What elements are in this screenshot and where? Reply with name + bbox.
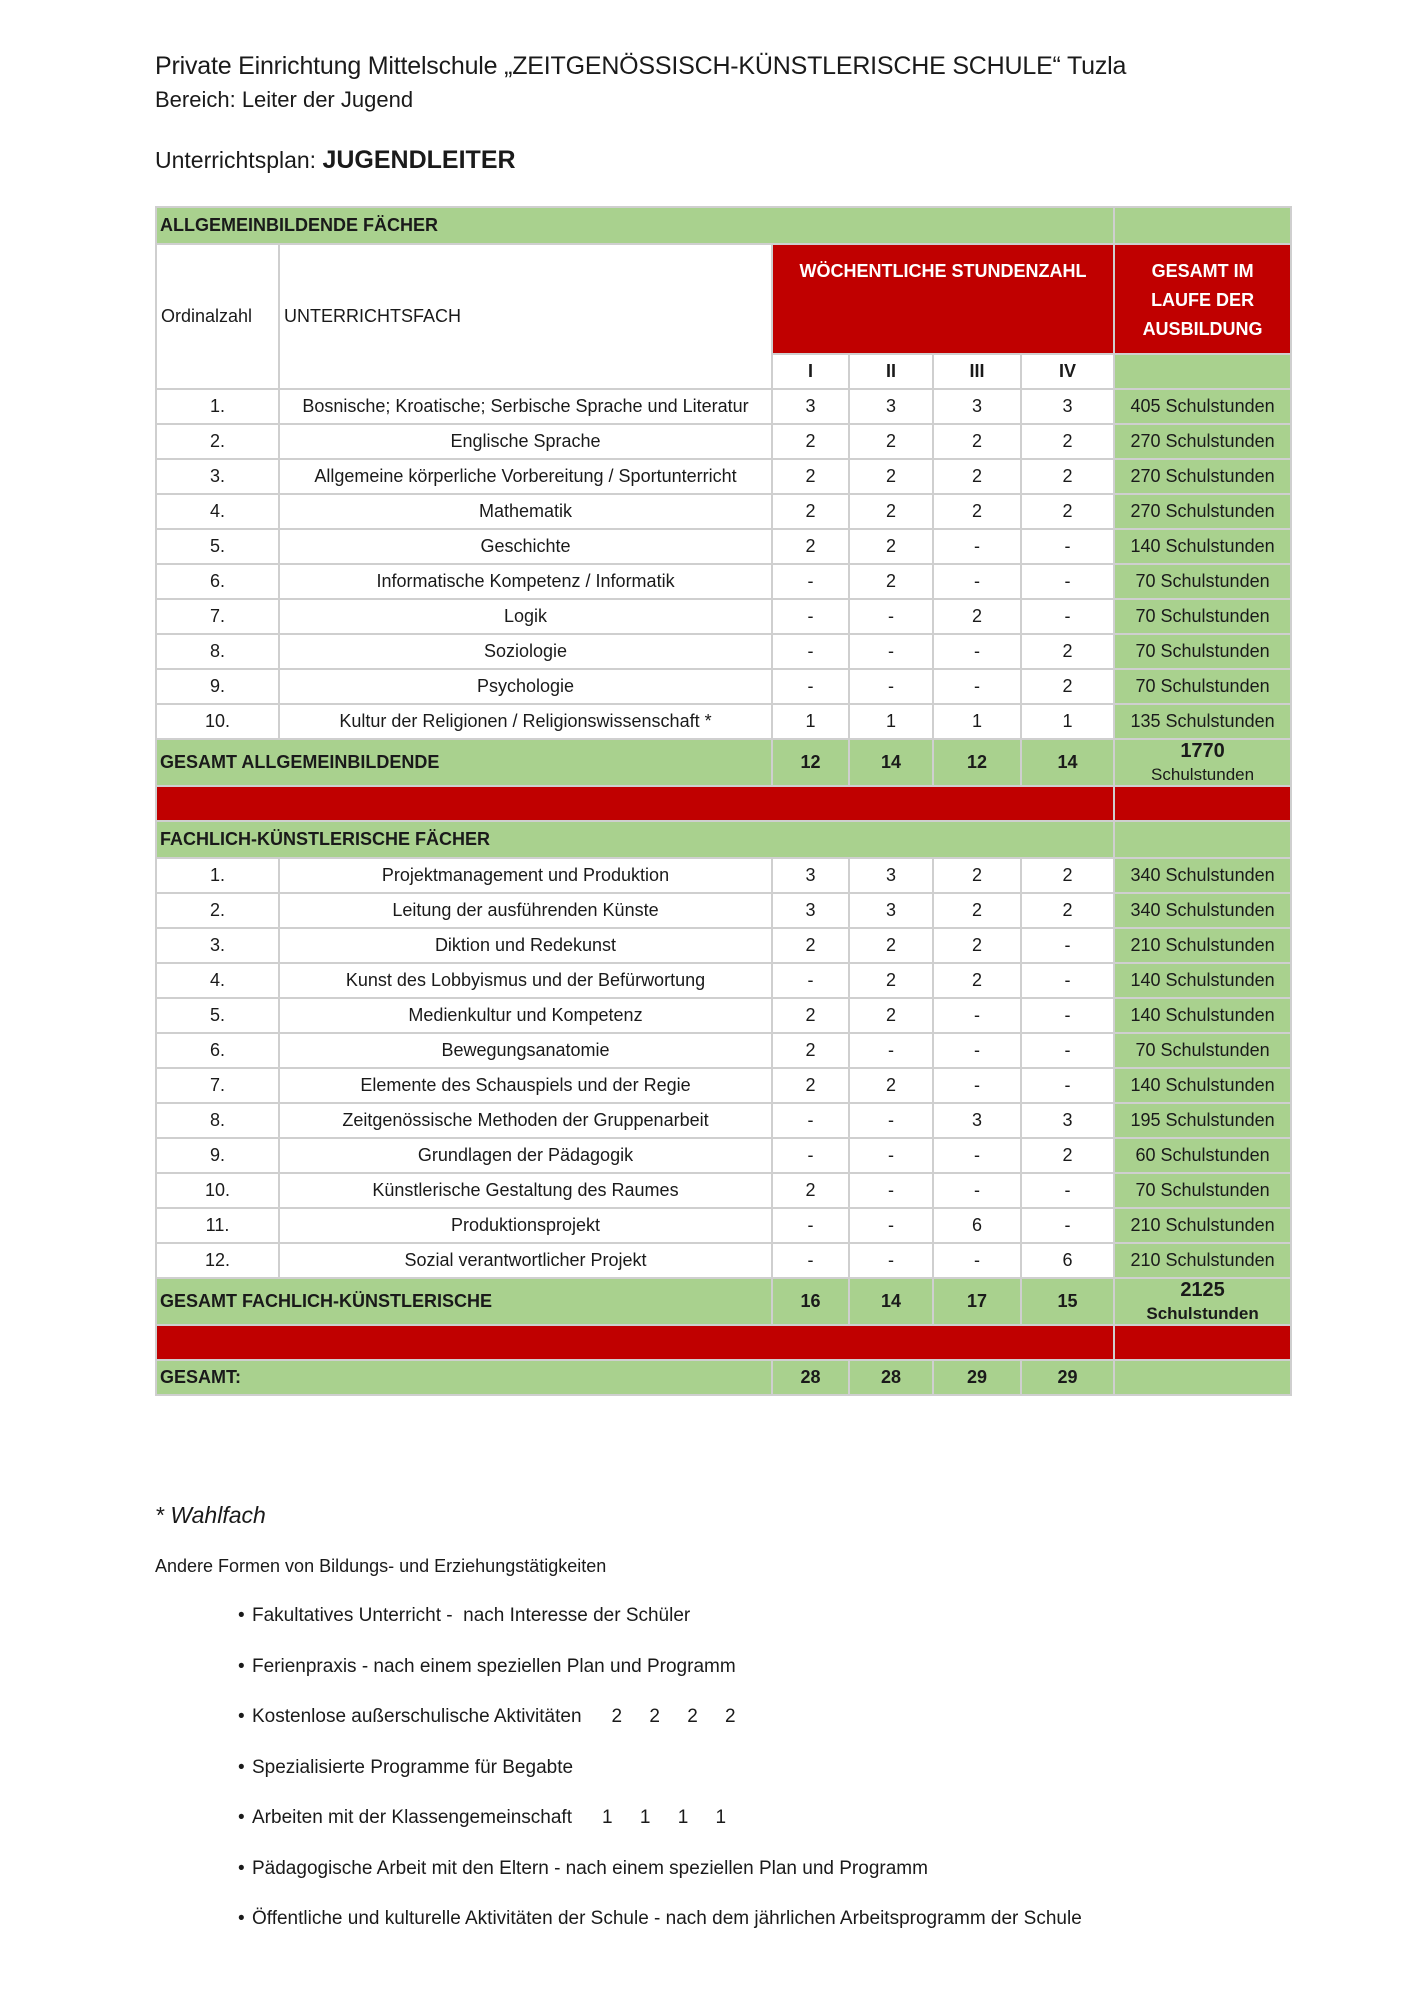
sum-row-artistic [156, 1278, 1291, 1325]
year-header-total-empty [1114, 354, 1291, 389]
sum-total-value: 1770 [1180, 740, 1225, 762]
other-activity-item [238, 1908, 1082, 1959]
subject-cell: Soziologie [279, 634, 772, 669]
hours-year-4: - [1021, 599, 1114, 634]
ordinal-cell: 6. [156, 1033, 279, 1068]
ordinal-cell: 2. [156, 893, 279, 928]
hours-year-3: 2 [933, 858, 1021, 893]
hours-year-1: - [772, 669, 849, 704]
hours-year-1: - [772, 1138, 849, 1173]
hours-year-4: - [1021, 529, 1114, 564]
grand-total-label: GESAMT: [156, 1360, 772, 1395]
table-row [156, 529, 1291, 564]
sum-total-cell [1114, 1278, 1291, 1325]
sum-year-1: 12 [772, 739, 849, 786]
hours-year-3: 2 [933, 893, 1021, 928]
subject-cell: Informatische Kompetenz / Informatik [279, 564, 772, 599]
hours-year-2: - [849, 1173, 933, 1208]
subject-cell: Produktionsprojekt [279, 1208, 772, 1243]
total-hours-cell: 70 Schulstunden [1114, 599, 1291, 634]
other-activities-list [238, 1605, 1082, 1959]
hours-year-2: - [849, 1103, 933, 1138]
table-row [156, 1243, 1291, 1278]
bullet-icon: • [238, 1655, 245, 1677]
grand-total-year-2: 28 [849, 1360, 933, 1395]
sum-label: GESAMT FACHLICH-KÜNSTLERISCHE [156, 1278, 772, 1325]
grand-total-empty [1114, 1360, 1291, 1395]
ordinal-cell: 9. [156, 669, 279, 704]
other-activity-item [238, 1757, 1082, 1808]
hours-year-3: 1 [933, 704, 1021, 739]
sum-year-4: 14 [1021, 739, 1114, 786]
bullet-icon: • [238, 1605, 245, 1626]
plan-name: JUGENDLEITER [322, 146, 516, 174]
hours-year-4: - [1021, 1033, 1114, 1068]
hours-year-1: 2 [772, 1033, 849, 1068]
hours-year-4: - [1021, 564, 1114, 599]
separator-cell [156, 1325, 1114, 1360]
total-hours-cell: 405 Schulstunden [1114, 389, 1291, 424]
other-activity-hours: 1 1 1 1 [602, 1807, 727, 1828]
hours-year-4: 2 [1021, 459, 1114, 494]
hours-year-1: - [772, 1243, 849, 1278]
hours-year-2: 2 [849, 928, 933, 963]
bullet-icon: • [238, 1807, 245, 1828]
ordinal-cell: 1. [156, 858, 279, 893]
curriculum-table-body [156, 207, 1291, 1395]
section-title-general: ALLGEMEINBILDENDE FÄCHER [156, 207, 1114, 244]
subject-cell: Bewegungsanatomie [279, 1033, 772, 1068]
table-row [156, 1173, 1291, 1208]
total-hours-cell: 270 Schulstunden [1114, 494, 1291, 529]
hours-year-3: - [933, 1068, 1021, 1103]
hours-year-4: 2 [1021, 893, 1114, 928]
section-separator [156, 1325, 1291, 1360]
hours-year-4: 6 [1021, 1243, 1114, 1278]
hours-year-3: - [933, 1173, 1021, 1208]
hours-year-1: 2 [772, 998, 849, 1033]
sum-year-3: 12 [933, 739, 1021, 786]
subject-cell: Künstlerische Gestaltung des Raumes [279, 1173, 772, 1208]
grand-total-year-3: 29 [933, 1360, 1021, 1395]
other-activity-item [238, 1656, 1082, 1707]
total-hours-cell: 270 Schulstunden [1114, 424, 1291, 459]
hours-year-4: 2 [1021, 494, 1114, 529]
table-row [156, 389, 1291, 424]
subject-cell: Allgemeine körperliche Vorbereitung / Sportunterricht [279, 459, 772, 494]
hours-year-2: - [849, 634, 933, 669]
hours-year-2: 1 [849, 704, 933, 739]
bullet-icon: • [238, 1857, 245, 1879]
total-hours-cell: 70 Schulstunden [1114, 564, 1291, 599]
ordinal-cell: 3. [156, 459, 279, 494]
separator-cell-total [1114, 786, 1291, 821]
column-header-ordinal: Ordinalzahl [156, 244, 279, 389]
subject-cell: Diktion und Redekunst [279, 928, 772, 963]
field-label: Bereich: Leiter der Jugend [155, 87, 414, 112]
plan-title [155, 146, 516, 175]
hours-year-2: 3 [849, 893, 933, 928]
sum-total-unit: Schulstunden [1151, 765, 1255, 784]
hours-year-2: - [849, 1208, 933, 1243]
subject-cell: Projektmanagement und Produktion [279, 858, 772, 893]
total-hours-cell: 210 Schulstunden [1114, 1208, 1291, 1243]
subject-cell: Kultur der Religionen / Religionswissenschaft * [279, 704, 772, 739]
total-hours-cell: 340 Schulstunden [1114, 893, 1291, 928]
table-row [156, 1033, 1291, 1068]
hours-year-1: 3 [772, 389, 849, 424]
total-hours-cell: 70 Schulstunden [1114, 1173, 1291, 1208]
total-hours-cell: 270 Schulstunden [1114, 459, 1291, 494]
table-row [156, 564, 1291, 599]
total-hours-cell: 340 Schulstunden [1114, 858, 1291, 893]
hours-year-1: - [772, 634, 849, 669]
hours-year-4: - [1021, 1173, 1114, 1208]
other-activity-item [238, 1858, 1082, 1909]
sum-label: GESAMT ALLGEMEINBILDENDE [156, 739, 772, 786]
hours-year-1: 2 [772, 424, 849, 459]
year-header-3: III [933, 354, 1021, 389]
other-activity-text: Pädagogische Arbeit mit den Eltern - nach einem speziellen Plan und Programm [252, 1857, 928, 1879]
bullet-icon: • [238, 1706, 245, 1727]
sum-total-value: 2125 [1180, 1279, 1225, 1301]
other-activity-text: Fakultatives Unterricht - nach Interesse der Schüler [252, 1605, 691, 1626]
hours-year-1: - [772, 599, 849, 634]
total-hours-cell: 140 Schulstunden [1114, 529, 1291, 564]
total-hours-cell: 210 Schulstunden [1114, 1243, 1291, 1278]
hours-year-1: 3 [772, 858, 849, 893]
curriculum-table [155, 206, 1292, 1396]
other-activity-text: Kostenlose außerschulische Aktivitäten [252, 1706, 582, 1727]
sum-total-unit: Schulstunden [1146, 1304, 1259, 1323]
hours-year-3: 2 [933, 494, 1021, 529]
subject-cell: Grundlagen der Pädagogik [279, 1138, 772, 1173]
column-header-subject: UNTERRICHTSFACH [279, 244, 772, 389]
year-header-4: IV [1021, 354, 1114, 389]
subject-cell: Englische Sprache [279, 424, 772, 459]
hours-year-4: 2 [1021, 634, 1114, 669]
ordinal-cell: 12. [156, 1243, 279, 1278]
hours-year-2: 3 [849, 858, 933, 893]
sum-year-2: 14 [849, 1278, 933, 1325]
sum-year-1: 16 [772, 1278, 849, 1325]
sum-year-4: 15 [1021, 1278, 1114, 1325]
hours-year-2: - [849, 599, 933, 634]
other-activity-text: Ferienpraxis - nach einem speziellen Plan und Programm [252, 1655, 736, 1677]
hours-year-1: - [772, 1103, 849, 1138]
subject-cell: Bosnische; Kroatische; Serbische Sprache und Literatur [279, 389, 772, 424]
hours-year-2: - [849, 1138, 933, 1173]
ordinal-cell: 3. [156, 928, 279, 963]
hours-year-3: 3 [933, 1103, 1021, 1138]
other-activity-hours: 2 2 2 2 [611, 1706, 736, 1727]
sum-row-general [156, 739, 1291, 786]
other-activity-text: Arbeiten mit der Klassengemeinschaft [252, 1807, 572, 1828]
hours-year-2: 2 [849, 529, 933, 564]
hours-year-2: 2 [849, 963, 933, 998]
hours-year-3: - [933, 1243, 1021, 1278]
column-header-weekly-hours: WÖCHENTLICHE STUNDENZAHL [772, 244, 1114, 354]
ordinal-cell: 9. [156, 1138, 279, 1173]
table-row [156, 704, 1291, 739]
table-row [156, 1068, 1291, 1103]
table-row [156, 459, 1291, 494]
hours-year-2: - [849, 1033, 933, 1068]
table-row [156, 1208, 1291, 1243]
hours-year-2: 2 [849, 564, 933, 599]
hours-year-2: 2 [849, 424, 933, 459]
section-separator [156, 786, 1291, 821]
hours-year-1: 1 [772, 704, 849, 739]
ordinal-cell: 5. [156, 998, 279, 1033]
hours-year-3: 3 [933, 389, 1021, 424]
ordinal-cell: 4. [156, 494, 279, 529]
section-title-cell-empty [1114, 821, 1291, 858]
ordinal-cell: 8. [156, 634, 279, 669]
hours-year-3: - [933, 1138, 1021, 1173]
hours-year-4: 3 [1021, 389, 1114, 424]
hours-year-1: - [772, 564, 849, 599]
hours-year-4: 2 [1021, 424, 1114, 459]
hours-year-3: - [933, 1033, 1021, 1068]
hours-year-2: 2 [849, 459, 933, 494]
ordinal-cell: 6. [156, 564, 279, 599]
total-hours-cell: 70 Schulstunden [1114, 1033, 1291, 1068]
subject-cell: Leitung der ausführenden Künste [279, 893, 772, 928]
other-activity-text: Öffentliche und kulturelle Aktivitäten der Schule - nach dem jährlichen Arbeitsprogramm der Schule [252, 1908, 1082, 1929]
bullet-icon: • [238, 1908, 245, 1929]
table-row [156, 634, 1291, 669]
other-activity-item [238, 1706, 1082, 1757]
hours-year-4: - [1021, 963, 1114, 998]
ordinal-cell: 10. [156, 704, 279, 739]
table-row [156, 1103, 1291, 1138]
hours-year-3: - [933, 564, 1021, 599]
total-hours-cell: 135 Schulstunden [1114, 704, 1291, 739]
section-title-artistic: FACHLICH-KÜNSTLERISCHE FÄCHER [156, 821, 1114, 858]
hours-year-2: 2 [849, 1068, 933, 1103]
table-row [156, 669, 1291, 704]
table-row [156, 494, 1291, 529]
hours-year-2: - [849, 669, 933, 704]
hours-year-3: 2 [933, 963, 1021, 998]
section-title-cell-empty [1114, 207, 1291, 244]
hours-year-1: 2 [772, 928, 849, 963]
sum-year-3: 17 [933, 1278, 1021, 1325]
other-activity-item [238, 1605, 1082, 1656]
table-row [156, 928, 1291, 963]
total-hours-cell: 70 Schulstunden [1114, 669, 1291, 704]
ordinal-cell: 7. [156, 1068, 279, 1103]
subject-cell: Psychologie [279, 669, 772, 704]
hours-year-1: 2 [772, 1068, 849, 1103]
hours-year-3: 2 [933, 928, 1021, 963]
table-row [156, 963, 1291, 998]
separator-cell-total [1114, 1325, 1291, 1360]
table-row [156, 1138, 1291, 1173]
table-row [156, 893, 1291, 928]
sum-total-cell [1114, 739, 1291, 786]
hours-year-1: 2 [772, 494, 849, 529]
bullet-icon: • [238, 1756, 245, 1778]
table-row [156, 424, 1291, 459]
total-hours-cell: 70 Schulstunden [1114, 634, 1291, 669]
subject-cell: Geschichte [279, 529, 772, 564]
ordinal-cell: 11. [156, 1208, 279, 1243]
column-header-total: GESAMT IM LAUFE DER AUSBILDUNG [1114, 244, 1291, 354]
hours-year-4: 3 [1021, 1103, 1114, 1138]
total-hours-cell: 140 Schulstunden [1114, 1068, 1291, 1103]
section-header-artistic [156, 821, 1291, 858]
hours-year-1: 2 [772, 459, 849, 494]
other-activity-text: Spezialisierte Programme für Begabte [252, 1756, 574, 1778]
subject-cell: Sozial verantwortlicher Projekt [279, 1243, 772, 1278]
plan-label: Unterrichtsplan: [155, 147, 323, 173]
ordinal-cell: 10. [156, 1173, 279, 1208]
table-row [156, 599, 1291, 634]
hours-year-3: - [933, 998, 1021, 1033]
hours-year-3: 6 [933, 1208, 1021, 1243]
hours-year-3: - [933, 634, 1021, 669]
ordinal-cell: 7. [156, 599, 279, 634]
total-hours-cell: 140 Schulstunden [1114, 963, 1291, 998]
total-hours-cell: 210 Schulstunden [1114, 928, 1291, 963]
separator-cell [156, 786, 1114, 821]
total-hours-cell: 140 Schulstunden [1114, 998, 1291, 1033]
subject-cell: Zeitgenössische Methoden der Gruppenarbeit [279, 1103, 772, 1138]
ordinal-cell: 8. [156, 1103, 279, 1138]
table-row [156, 858, 1291, 893]
total-hours-cell: 60 Schulstunden [1114, 1138, 1291, 1173]
sum-year-2: 14 [849, 739, 933, 786]
hours-year-4: 2 [1021, 1138, 1114, 1173]
subject-cell: Mathematik [279, 494, 772, 529]
subject-cell: Logik [279, 599, 772, 634]
ordinal-cell: 4. [156, 963, 279, 998]
footnote-elective: * Wahlfach [155, 1502, 266, 1528]
hours-year-4: 2 [1021, 669, 1114, 704]
hours-year-3: 2 [933, 424, 1021, 459]
hours-year-4: - [1021, 1068, 1114, 1103]
hours-year-1: - [772, 963, 849, 998]
subject-cell: Elemente des Schauspiels und der Regie [279, 1068, 772, 1103]
table-row [156, 998, 1291, 1033]
hours-year-1: 3 [772, 893, 849, 928]
hours-year-3: - [933, 529, 1021, 564]
year-header-2: II [849, 354, 933, 389]
ordinal-cell: 1. [156, 389, 279, 424]
hours-year-3: 2 [933, 459, 1021, 494]
hours-year-4: 2 [1021, 858, 1114, 893]
grand-total-year-4: 29 [1021, 1360, 1114, 1395]
hours-year-2: 3 [849, 389, 933, 424]
hours-year-4: 1 [1021, 704, 1114, 739]
other-activities-title: Andere Formen von Bildungs- und Erziehungstätigkeiten [155, 1556, 607, 1576]
year-header-1: I [772, 354, 849, 389]
hours-year-4: - [1021, 998, 1114, 1033]
school-name: Private Einrichtung Mittelschule „ZEITGENÖSSISCH-KÜNSTLERISCHE SCHULE“ Tuzla [155, 52, 1127, 80]
grand-total-year-1: 28 [772, 1360, 849, 1395]
hours-year-1: - [772, 1208, 849, 1243]
total-hours-cell: 195 Schulstunden [1114, 1103, 1291, 1138]
section-header-general [156, 207, 1291, 244]
hours-year-4: - [1021, 928, 1114, 963]
grand-total-row [156, 1360, 1291, 1395]
hours-year-2: - [849, 1243, 933, 1278]
hours-year-3: - [933, 669, 1021, 704]
hours-year-1: 2 [772, 529, 849, 564]
ordinal-cell: 2. [156, 424, 279, 459]
hours-year-1: 2 [772, 1173, 849, 1208]
subject-cell: Medienkultur und Kompetenz [279, 998, 772, 1033]
hours-year-2: 2 [849, 494, 933, 529]
hours-year-2: 2 [849, 998, 933, 1033]
ordinal-cell: 5. [156, 529, 279, 564]
hours-year-4: - [1021, 1208, 1114, 1243]
subject-cell: Kunst des Lobbyismus und der Befürwortung [279, 963, 772, 998]
hours-year-3: 2 [933, 599, 1021, 634]
column-header-row [156, 244, 1291, 354]
other-activity-item [238, 1807, 1082, 1858]
